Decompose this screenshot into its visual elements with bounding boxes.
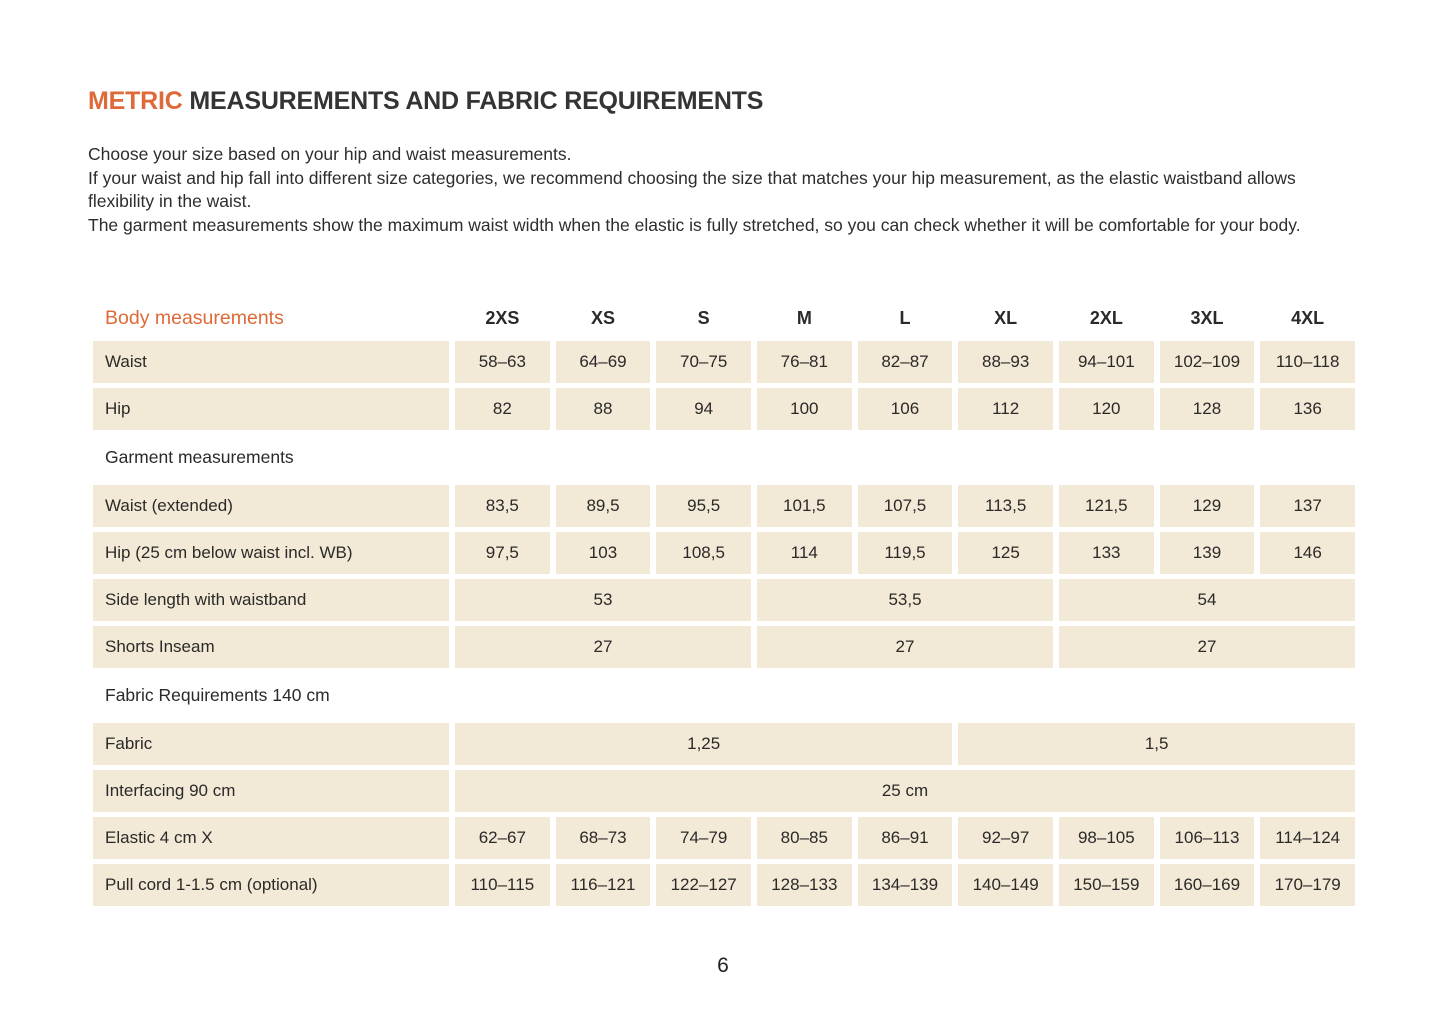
table-row-label: Waist [93, 341, 449, 383]
table-value-cell: 95,5 [656, 485, 751, 527]
intro-line-3: The garment measurements show the maximum waist width when the elastic is fully stretched, so you can check whether it will be comfortable for your body. [88, 214, 1301, 235]
table-value-cell: 110–118 [1260, 341, 1355, 383]
page-title-rest: MEASUREMENTS AND FABRIC REQUIREMENTS [189, 87, 764, 115]
table-value-cell: 94 [656, 388, 751, 430]
size-column-header-xl: XL [994, 307, 1018, 328]
table-value-cell: 64–69 [556, 341, 651, 383]
table-value-cell: 58–63 [455, 341, 550, 383]
table-value-cell: 112 [958, 388, 1053, 430]
size-column-header-m: M [796, 307, 812, 328]
table-value-cell: 125 [958, 532, 1053, 574]
table-value-cell: 100 [757, 388, 852, 430]
page-title [88, 87, 763, 116]
table-value-cell: 68–73 [556, 817, 651, 859]
table-value-cell: 121,5 [1059, 485, 1154, 527]
table-value-cell: 128 [1160, 388, 1255, 430]
table-value-cell: 106 [858, 388, 953, 430]
intro-text [88, 143, 1328, 237]
table-value-cell: 53,5 [757, 579, 1053, 621]
table-value-cell: 116–121 [556, 864, 651, 906]
table-value-cell: 1,5 [958, 723, 1355, 765]
table-value-cell: 101,5 [757, 485, 852, 527]
table-value-cell: 1,25 [455, 723, 952, 765]
size-column-header-xs: XS [590, 307, 615, 328]
table-value-cell: 27 [1059, 626, 1355, 668]
intro-line-1: Choose your size based on your hip and waist measurements. [88, 144, 572, 164]
table-value-cell: 140–149 [958, 864, 1053, 906]
table-value-cell: 110–115 [455, 864, 550, 906]
table-row-label: Hip (25 cm below waist incl. WB) [93, 532, 449, 574]
table-value-cell: 70–75 [656, 341, 751, 383]
page-title-highlight: METRIC [88, 87, 183, 115]
table-header-body-measurements: Body measurements [105, 306, 284, 329]
table-value-cell: 88–93 [958, 341, 1053, 383]
size-column-header-2xs: 2XS [485, 307, 520, 328]
table-value-cell: 107,5 [858, 485, 953, 527]
table-row-label: Elastic 4 cm X [93, 817, 449, 859]
table-value-cell: 54 [1059, 579, 1355, 621]
table-row-label: Side length with waistband [93, 579, 449, 621]
size-column-header-l: L [899, 307, 911, 328]
table-value-cell: 103 [556, 532, 651, 574]
table-value-cell: 122–127 [656, 864, 751, 906]
table-value-cell: 82 [455, 388, 550, 430]
table-value-cell: 27 [455, 626, 751, 668]
table-row-label: Interfacing 90 cm [93, 770, 449, 812]
table-value-cell: 128–133 [757, 864, 852, 906]
table-value-cell: 133 [1059, 532, 1154, 574]
table-row-label: Pull cord 1-1.5 cm (optional) [93, 864, 449, 906]
table-value-cell: 83,5 [455, 485, 550, 527]
table-value-cell: 106–113 [1160, 817, 1255, 859]
table-value-cell: 137 [1260, 485, 1355, 527]
table-value-cell: 86–91 [858, 817, 953, 859]
size-column-header-3xl: 3XL [1190, 307, 1224, 328]
intro-line-2: If your waist and hip fall into different size categories, we recommend choosing the size that matches your hip measurement, as the elastic waistband allows flexibility in the waist. [88, 167, 1296, 212]
table-value-cell: 146 [1260, 532, 1355, 574]
table-section-header: Fabric Requirements 140 cm [105, 685, 330, 705]
table-value-cell: 108,5 [656, 532, 751, 574]
table-value-cell: 129 [1160, 485, 1255, 527]
table-row-label: Fabric [93, 723, 449, 765]
table-value-cell: 97,5 [455, 532, 550, 574]
table-value-cell: 82–87 [858, 341, 953, 383]
table-value-cell: 98–105 [1059, 817, 1154, 859]
table-value-cell: 119,5 [858, 532, 953, 574]
table-value-cell: 170–179 [1260, 864, 1355, 906]
table-value-cell: 113,5 [958, 485, 1053, 527]
table-value-cell: 102–109 [1160, 341, 1255, 383]
table-value-cell: 160–169 [1160, 864, 1255, 906]
table-value-cell: 74–79 [656, 817, 751, 859]
table-value-cell: 53 [455, 579, 751, 621]
table-section-header: Garment measurements [105, 447, 294, 467]
table-value-cell: 27 [757, 626, 1053, 668]
table-value-cell: 134–139 [858, 864, 953, 906]
table-value-cell: 136 [1260, 388, 1355, 430]
table-value-cell: 114 [757, 532, 852, 574]
table-row-label: Shorts Inseam [93, 626, 449, 668]
table-value-cell: 62–67 [455, 817, 550, 859]
table-value-cell: 114–124 [1260, 817, 1355, 859]
size-column-header-2xl: 2XL [1089, 307, 1123, 328]
table-row-label: Waist (extended) [93, 485, 449, 527]
table-value-cell: 94–101 [1059, 341, 1154, 383]
page-number: 6 [717, 954, 729, 977]
table-value-cell: 92–97 [958, 817, 1053, 859]
table-value-cell: 120 [1059, 388, 1154, 430]
table-value-cell: 150–159 [1059, 864, 1154, 906]
measurement-table [93, 300, 1355, 906]
table-value-cell: 76–81 [757, 341, 852, 383]
table-value-cell: 80–85 [757, 817, 852, 859]
table-value-cell: 88 [556, 388, 651, 430]
size-column-header-4xl: 4XL [1291, 307, 1325, 328]
table-value-cell: 25 cm [455, 770, 1355, 812]
table-value-cell: 89,5 [556, 485, 651, 527]
table-row-label: Hip [93, 388, 449, 430]
table-value-cell: 139 [1160, 532, 1255, 574]
size-column-header-s: S [697, 307, 710, 328]
